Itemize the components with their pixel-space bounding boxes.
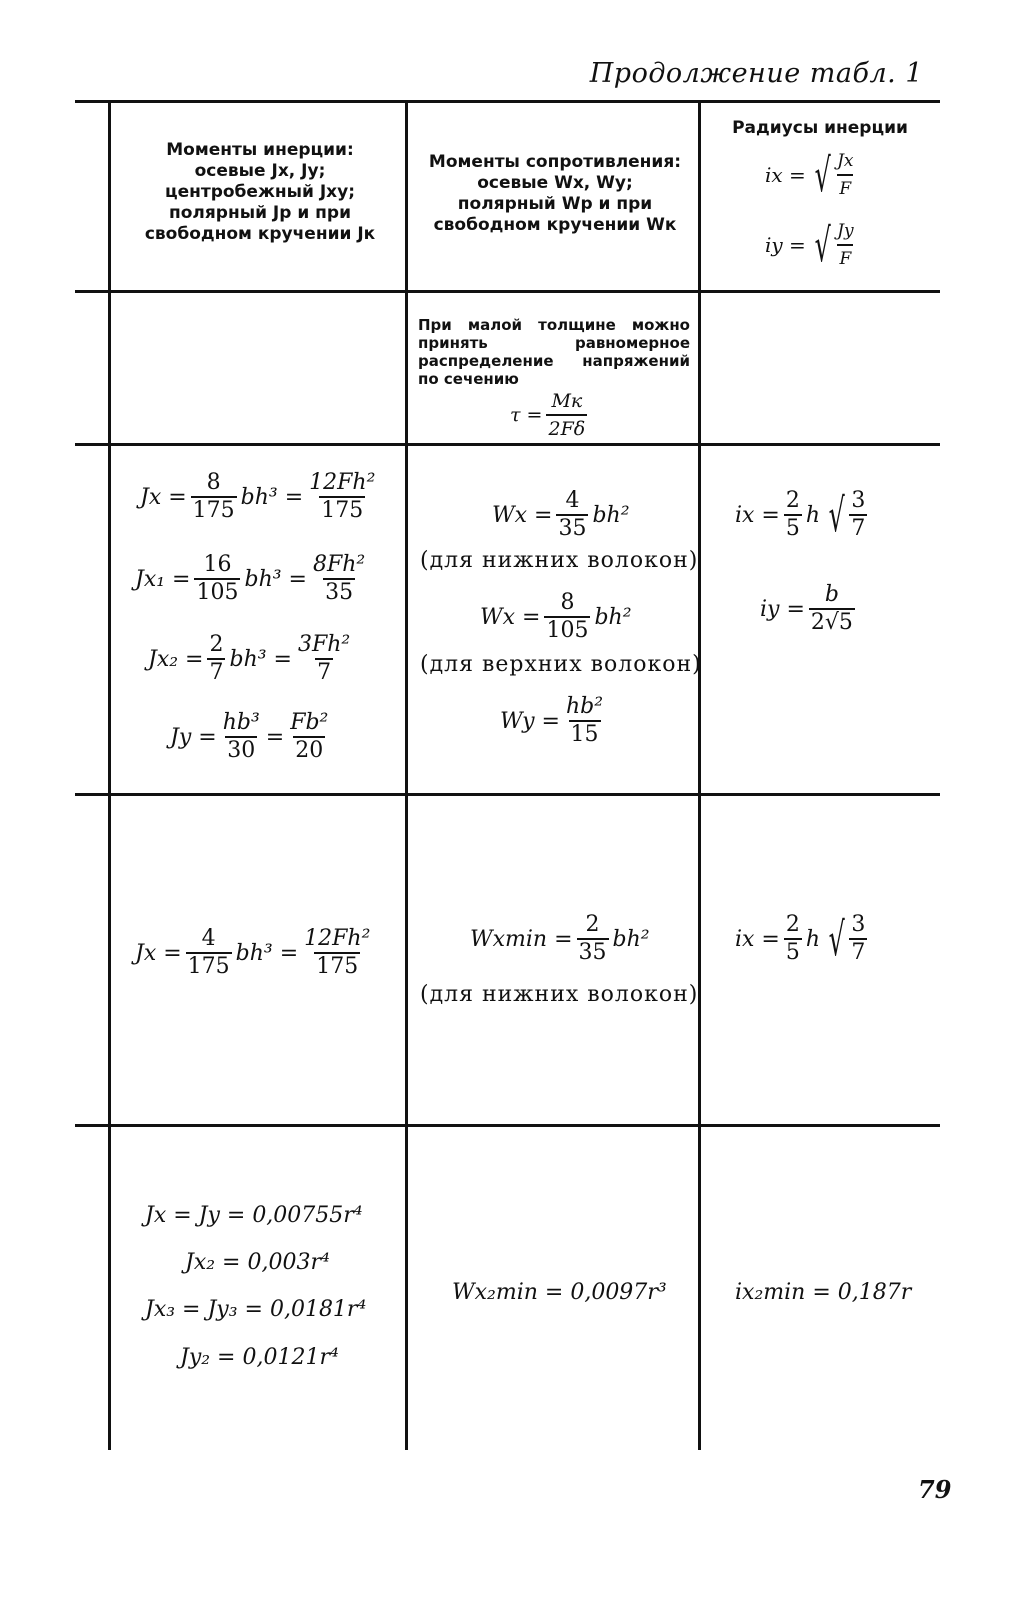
- wx-lower-formula: Wx = $\frac{4}{35}$ bh²: [492, 488, 630, 541]
- header-iy-formula: iy = √ Jy F: [765, 218, 854, 272]
- wy-formula: Wy = $\frac{\text{hb²}}{15}$: [500, 694, 604, 747]
- table-caption: Продолжение табл. 1: [589, 58, 923, 89]
- row4-w-formula: Wx₂min = 0,0097r³: [452, 1280, 667, 1305]
- header-ix-formula: ix = √ Jx F: [765, 148, 854, 202]
- page-number: 79: [918, 1475, 952, 1504]
- jx2-formula: Jx₂ = $\frac{2}{7}$ bh³ = $\frac{\text{3Fh²}}{7}$: [148, 632, 351, 685]
- col-divider-1: [405, 100, 408, 1450]
- wx-upper-formula: Wx = $\frac{8}{105}$ bh²: [480, 590, 632, 643]
- wxmin-row3-formula: Wxmin = $\frac{2}{35}$ bh²: [470, 912, 650, 965]
- jx-row3-formula: Jx = $\frac{4}{175}$ bh³ = $\frac{\text{12Fh²}}{175}$: [135, 926, 371, 979]
- row4-j-line-1: Jx = Jy = 0,00755r⁴: [145, 1203, 363, 1228]
- upper-fibers-note: (для верхних волокон): [420, 652, 702, 677]
- thin-wall-note: При малой толщине можно принять равномерное распределение напряжений по сечению: [418, 316, 690, 388]
- ix-row3-formula: ix = $\frac{2}{5}$ h √ 3 7: [735, 912, 866, 966]
- lower-fibers-note: (для нижних волокон): [420, 548, 699, 573]
- jx1-formula: Jx₁ = $\frac{16}{105}$ bh³ = $\frac{\text{8Fh²}}{35}$: [135, 552, 366, 605]
- jy-formula: Jy = $\frac{\text{hb³}}{30}$ = $\frac{\text{Fb²}}{20}$: [170, 710, 329, 763]
- header-radii-of-gyration: Радиусы инерции: [732, 118, 908, 138]
- row1-bottom-rule: [75, 443, 940, 446]
- row4-j-line-2: Jx₂ = 0,003r⁴: [185, 1250, 330, 1275]
- row4-j-line-4: Jy₂ = 0,0121r⁴: [180, 1345, 339, 1370]
- jx-formula: Jx = $\frac{8}{175}$ bh³ = $\frac{\text{12Fh²}}{175}$: [140, 470, 376, 523]
- left-border: [108, 100, 111, 1450]
- header-section-moduli: Моменты сопротивления: осевые Wx, Wy; полярный Wp и при свободном кручении Wк: [428, 152, 682, 235]
- col-divider-2: [698, 100, 701, 1450]
- row3-bottom-rule: [75, 1124, 940, 1127]
- shear-stress-formula: τ = Mк 2Fδ: [510, 390, 586, 440]
- row4-j-line-3: Jx₃ = Jy₃ = 0,0181r⁴: [145, 1297, 367, 1322]
- ix-radius-formula: ix = $\frac{2}{5}$ h √ 3 7: [735, 488, 866, 542]
- table-top-rule: [75, 100, 940, 103]
- header-bottom-rule: [75, 290, 940, 293]
- row2-bottom-rule: [75, 793, 940, 796]
- header-moments-of-inertia: Моменты инерции: осевые Jx, Jy; центробежный Jxy; полярный Jp и при свободном кручении Jк: [144, 140, 376, 244]
- row4-i-formula: ix₂min = 0,187r: [735, 1280, 912, 1305]
- iy-radius-formula: iy = $\frac{b}{2√5}$: [760, 582, 853, 635]
- row3-lower-fibers-note: (для нижних волокон): [420, 982, 699, 1007]
